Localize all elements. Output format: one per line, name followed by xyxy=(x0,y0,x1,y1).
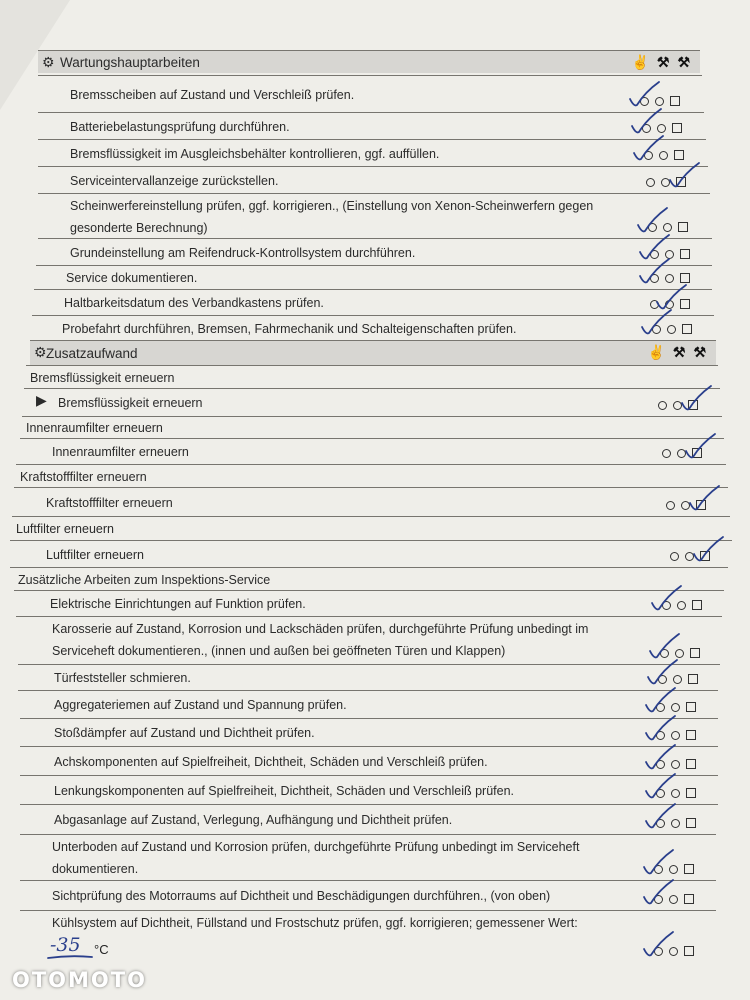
repair-circle[interactable] xyxy=(671,760,680,769)
task-label-bremsfl-ssigkeit-erneuern: Bremsflüssigkeit erneuern xyxy=(30,370,175,385)
done-square[interactable] xyxy=(680,299,690,309)
task-label-kraftstofffilter-erneuern: Kraftstofffilter erneuern xyxy=(46,495,173,510)
thumbs-up-icon: ✌ xyxy=(647,344,665,360)
task-label-luftfilter-erneuern: Luftfilter erneuern xyxy=(16,522,114,536)
checklist-row xyxy=(38,193,710,238)
ok-circle[interactable] xyxy=(650,300,659,309)
repair-circle[interactable] xyxy=(665,300,674,309)
done-square[interactable] xyxy=(684,864,694,874)
status-boxes xyxy=(656,759,696,769)
repair-circle[interactable] xyxy=(671,789,680,798)
group-title-row xyxy=(12,516,730,540)
done-square[interactable] xyxy=(676,177,686,187)
checklist-row xyxy=(38,166,708,193)
task-label-karosserie-auf-zustand-korrosion-und-lac: Karosserie auf Zustand, Korrosion und Lackschäden prüfen, durchgeführte Prüfung unbedingt im Serviceheft dokumentieren., (innen und außen bei geöffneten Türen und Klappen) xyxy=(52,622,589,658)
done-square[interactable] xyxy=(686,702,696,712)
repair-circle[interactable] xyxy=(671,703,680,712)
repair-circle[interactable] xyxy=(659,151,668,160)
status-boxes xyxy=(650,273,690,283)
checklist-row xyxy=(14,590,724,616)
repair-circle[interactable] xyxy=(681,501,690,510)
done-square[interactable] xyxy=(688,674,698,684)
checklist-row xyxy=(16,616,722,664)
status-boxes xyxy=(666,500,706,510)
status-boxes xyxy=(658,400,698,410)
task-label-grundeinstellung-am-reifendruck-kontroll: Grundeinstellung am Reifendruck-Kontrollsystem durchführen. xyxy=(70,245,416,260)
task-label-scheinwerfereinstellung-pr-fen-ggf-korri: Scheinwerfereinstellung prüfen, ggf. korrigieren., (Einstellung von Xenon-Scheinwerfern gegen gesonderte Berechnung) xyxy=(70,199,594,235)
ok-circle[interactable] xyxy=(656,789,665,798)
done-square[interactable] xyxy=(684,894,694,904)
task-label-achskomponenten-auf-spielfreiheit-dichth: Achskomponenten auf Spielfreiheit, Dichtheit, Schäden und Verschleiß prüfen. xyxy=(54,754,488,769)
repair-circle[interactable] xyxy=(663,223,672,232)
checklist-row xyxy=(20,438,724,464)
task-label-sichtpr-fung-des-motorraums-auf-dichthei: Sichtprüfung des Motorraums auf Dichtheit und Beschädigungen durchführen., (von oben) xyxy=(52,889,551,903)
wrench-icon: ⚒ xyxy=(656,54,670,70)
repair-circle[interactable] xyxy=(657,124,666,133)
ok-circle[interactable] xyxy=(662,449,671,458)
done-square[interactable] xyxy=(686,818,696,828)
column-icons xyxy=(631,54,690,71)
task-label-bremsfl-ssigkeit-erneuern: Bremsflüssigkeit erneuern xyxy=(58,396,203,410)
status-boxes xyxy=(654,894,694,904)
checklist-row xyxy=(38,139,706,166)
status-boxes xyxy=(654,864,694,874)
done-square[interactable] xyxy=(678,222,688,232)
task-label-kraftstofffilter-erneuern: Kraftstofffilter erneuern xyxy=(20,469,147,484)
ok-circle[interactable] xyxy=(658,675,667,684)
group-title-row xyxy=(10,567,728,590)
group-title-row xyxy=(22,416,722,438)
ok-circle[interactable] xyxy=(652,325,661,334)
done-square[interactable] xyxy=(684,946,694,956)
repair-circle[interactable] xyxy=(669,947,678,956)
task-label-bremsscheiben-auf-zustand-und-verschlei-: Bremsscheiben auf Zustand und Verschleiß prüfen. xyxy=(70,87,355,102)
checklist-row xyxy=(24,388,720,416)
status-boxes xyxy=(660,648,700,658)
ok-circle[interactable] xyxy=(642,124,651,133)
done-square[interactable] xyxy=(700,551,710,561)
ok-circle[interactable] xyxy=(648,223,657,232)
checklist-row xyxy=(10,540,732,567)
task-label-unterboden-auf-zustand-und-korrosion-pr-: Unterboden auf Zustand und Korrosion prüfen, durchgeführte Prüfung unbedingt im Serviceheft dokumentieren. xyxy=(52,840,580,876)
status-boxes xyxy=(654,946,694,956)
group-title-row xyxy=(26,365,718,388)
task-label-innenraumfilter-erneuern: Innenraumfilter erneuern xyxy=(52,445,189,459)
status-boxes xyxy=(656,788,696,798)
watermark-logo: OTOMOTO xyxy=(12,968,147,992)
section-title: Wartungshauptarbeiten xyxy=(60,54,200,70)
repair-circle[interactable] xyxy=(677,601,686,610)
ok-circle[interactable] xyxy=(646,178,655,187)
task-label-sto-d-mpfer-auf-zustand-und-dichtheit-pr: Stoßdämpfer auf Zustand und Dichtheit prüfen. xyxy=(54,726,315,740)
ok-circle[interactable] xyxy=(654,895,663,904)
ok-circle[interactable] xyxy=(656,760,665,769)
task-label-k-hlsystem-auf-dichtheit-f-llstand-und-f: Kühlsystem auf Dichtheit, Füllstand und Frostschutz prüfen, ggf. korrigieren; gemessener Wert: xyxy=(52,916,578,930)
done-square[interactable] xyxy=(688,400,698,410)
ok-circle[interactable] xyxy=(654,865,663,874)
repair-circle[interactable] xyxy=(669,895,678,904)
done-square[interactable] xyxy=(680,249,690,259)
checklist-row xyxy=(38,75,702,112)
checklist-row xyxy=(20,880,716,910)
brake-fluid-icon: ▶ xyxy=(36,392,47,408)
repair-circle[interactable] xyxy=(667,325,676,334)
done-square[interactable] xyxy=(686,730,696,740)
status-boxes xyxy=(656,702,696,712)
task-label-probefahrt-durchf-hren-bremsen-fahrmecha: Probefahrt durchführen, Bremsen, Fahrmechanik und Schalteigenschaften prüfen. xyxy=(62,321,517,336)
task-label-elektrische-einrichtungen-auf-funktion-p: Elektrische Einrichtungen auf Funktion prüfen. xyxy=(50,597,306,611)
status-boxes xyxy=(670,551,710,561)
checklist-row xyxy=(38,112,704,139)
status-boxes xyxy=(650,249,690,259)
repair-circle[interactable] xyxy=(669,865,678,874)
task-label-luftfilter-erneuern: Luftfilter erneuern xyxy=(46,547,144,562)
status-boxes xyxy=(656,730,696,740)
repair-circle[interactable] xyxy=(655,97,664,106)
task-label-innenraumfilter-erneuern: Innenraumfilter erneuern xyxy=(26,421,163,435)
task-label-bremsfl-ssigkeit-im-ausgleichsbeh-lter-k: Bremsflüssigkeit im Ausgleichsbehälter kontrollieren, ggf. auffüllen. xyxy=(70,146,440,161)
status-boxes xyxy=(656,818,696,828)
ok-circle[interactable] xyxy=(654,947,663,956)
repair-circle[interactable] xyxy=(671,731,680,740)
repair-circle[interactable] xyxy=(685,552,694,561)
repair-circle[interactable] xyxy=(673,401,682,410)
checklist-row xyxy=(36,265,712,289)
task-label-t-rfeststeller-schmieren: Türfeststeller schmieren. xyxy=(54,671,191,685)
ok-circle[interactable] xyxy=(660,649,669,658)
section-title: Zusatzaufwand xyxy=(46,345,138,361)
wrench-gear-icon: ⚙ xyxy=(42,54,55,70)
done-square[interactable] xyxy=(674,150,684,160)
checklist-row xyxy=(14,487,728,516)
done-square[interactable] xyxy=(692,600,702,610)
task-label-batteriebelastungspr-fung-durchf-hren: Batteriebelastungsprüfung durchführen. xyxy=(70,119,290,134)
repair-circle[interactable] xyxy=(665,274,674,283)
status-boxes xyxy=(648,222,688,232)
status-boxes xyxy=(650,299,690,309)
ok-circle[interactable] xyxy=(658,401,667,410)
column-icons xyxy=(647,344,706,361)
wrench-plus-icon: ⚒ xyxy=(677,54,690,70)
ok-circle[interactable] xyxy=(666,501,675,510)
status-boxes xyxy=(662,448,702,458)
status-boxes xyxy=(646,177,686,187)
coolant-value-handwritten: -35 xyxy=(50,934,81,956)
repair-circle[interactable] xyxy=(671,819,680,828)
thumbs-up-icon: ✌ xyxy=(631,54,649,70)
repair-circle[interactable] xyxy=(665,250,674,259)
wrench-plus-icon: ⚒ xyxy=(693,344,706,360)
done-square[interactable] xyxy=(686,788,696,798)
coolant-unit: °C xyxy=(94,942,109,957)
checklist-row xyxy=(18,664,720,690)
checklist-row xyxy=(20,834,716,880)
task-label-zus-tzliche-arbeiten-zum-inspektions-ser: Zusätzliche Arbeiten zum Inspektions-Service xyxy=(18,572,271,587)
done-square[interactable] xyxy=(692,448,702,458)
done-square[interactable] xyxy=(690,648,700,658)
done-square[interactable] xyxy=(686,759,696,769)
done-square[interactable] xyxy=(696,500,706,510)
ok-circle[interactable] xyxy=(656,731,665,740)
repair-circle[interactable] xyxy=(675,649,684,658)
ok-circle[interactable] xyxy=(670,552,679,561)
checklist-row xyxy=(20,775,718,804)
wrench-gear-icon: ⚙ xyxy=(34,344,47,360)
task-label-serviceintervallanzeige-zur-ckstellen: Serviceintervallanzeige zurückstellen. xyxy=(70,173,279,188)
ok-circle[interactable] xyxy=(650,250,659,259)
wrench-icon: ⚒ xyxy=(672,344,686,360)
status-boxes xyxy=(652,324,692,334)
done-square[interactable] xyxy=(680,273,690,283)
done-square[interactable] xyxy=(672,123,682,133)
status-boxes xyxy=(658,674,698,684)
done-square[interactable] xyxy=(670,96,680,106)
done-square[interactable] xyxy=(682,324,692,334)
repair-circle[interactable] xyxy=(677,449,686,458)
ok-circle[interactable] xyxy=(644,151,653,160)
task-label-service-dokumentieren: Service dokumentieren. xyxy=(66,271,198,285)
status-boxes xyxy=(644,150,684,160)
checklist-row xyxy=(20,910,716,962)
task-label-aggregateriemen-auf-zustand-und-spannung: Aggregateriemen auf Zustand und Spannung prüfen. xyxy=(54,698,347,712)
repair-circle[interactable] xyxy=(661,178,670,187)
checklist-row xyxy=(18,690,718,718)
section-header xyxy=(30,340,716,365)
checklist-row xyxy=(38,238,712,265)
task-label-lenkungskomponenten-auf-spielfreiheit-di: Lenkungskomponenten auf Spielfreiheit, Dichtheit, Schäden und Verschleiß prüfen. xyxy=(54,783,515,798)
ok-circle[interactable] xyxy=(656,819,665,828)
repair-circle[interactable] xyxy=(673,675,682,684)
checklist-row xyxy=(34,289,712,315)
checklist-row xyxy=(32,315,714,340)
checklist-row xyxy=(20,746,718,775)
task-label-haltbarkeitsdatum-des-verbandkastens-pr-: Haltbarkeitsdatum des Verbandkastens prüfen. xyxy=(64,296,324,310)
section-header xyxy=(38,50,700,73)
ok-circle[interactable] xyxy=(662,601,671,610)
status-boxes xyxy=(662,600,702,610)
task-label-abgasanlage-auf-zustand-verlegung-aufh-n: Abgasanlage auf Zustand, Verlegung, Aufhängung und Dichtheit prüfen. xyxy=(54,813,453,827)
status-boxes xyxy=(642,123,682,133)
ok-circle[interactable] xyxy=(640,97,649,106)
checklist-row xyxy=(20,804,718,834)
status-boxes xyxy=(640,96,680,106)
checklist-row xyxy=(20,718,718,746)
ok-circle[interactable] xyxy=(650,274,659,283)
group-title-row xyxy=(16,464,726,487)
ok-circle[interactable] xyxy=(656,703,665,712)
